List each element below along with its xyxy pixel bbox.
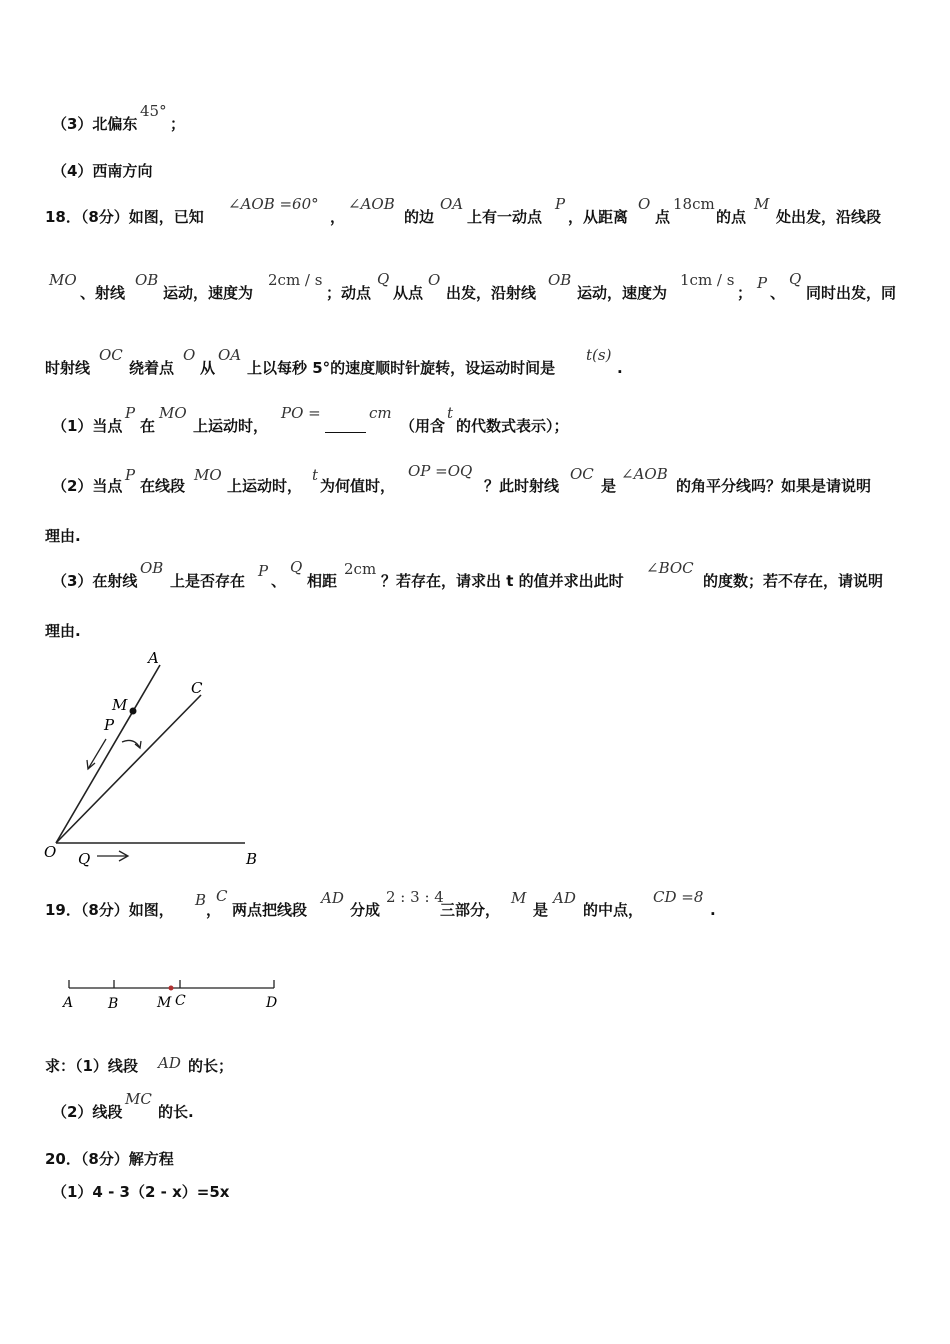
q18-speed-1cm: 1cm / s: [680, 271, 735, 289]
q19-text: 两点把线段: [232, 901, 308, 919]
q18-text: 是: [601, 477, 617, 495]
ray-oc: [56, 695, 201, 843]
q18-angle-aob-60: ∠AOB =60°: [228, 195, 319, 213]
point-m-dot: [169, 986, 174, 991]
label-b: B: [246, 850, 258, 868]
q19-point-m: M: [511, 889, 527, 907]
q20-title: 20．（8分）解方程: [45, 1150, 174, 1168]
q18-point-p: P: [125, 404, 136, 422]
q18-point-p: P: [757, 274, 768, 292]
q18-point-m: M: [754, 195, 770, 213]
q18-text: 上运动时，: [227, 477, 303, 495]
q18-text: 上运动时，: [193, 417, 269, 435]
q18-text: ？此时射线: [484, 477, 560, 495]
q18-point-o: O: [428, 271, 441, 289]
q18-text: 从点: [393, 284, 424, 302]
q19-text: 19．（8分）如图，: [45, 901, 174, 919]
q19-text: 的中点，: [583, 901, 644, 919]
arrow-p-down: [88, 739, 106, 769]
q18-speed-2cm: 2cm / s: [268, 271, 323, 289]
q18-text: 理由.: [45, 622, 81, 640]
q19-ratio: 2 : 3 : 4: [386, 888, 444, 906]
point-m-dot: [130, 708, 137, 715]
q17-part3-end: ；: [170, 115, 186, 133]
q18-ray-ob: OB: [140, 559, 164, 577]
q20-equation-1: （1）4 - 3（2 - x）=5x: [52, 1183, 230, 1201]
q18-text: （3）在射线: [52, 572, 138, 590]
q18-text: 为何值时，: [320, 477, 396, 495]
label-d: D: [266, 995, 278, 1011]
q18-ray-oc: OC: [570, 465, 594, 483]
q18-segment-mo: MO: [159, 404, 187, 422]
q18-point-o: O: [183, 346, 196, 364]
q18-text: 上是否存在: [170, 572, 246, 590]
q18-text: （2）当点: [52, 477, 123, 495]
q18-segment-mo: MO: [49, 271, 77, 289]
q18-text: ；: [737, 284, 753, 302]
q18-figure: [38, 645, 278, 875]
q18-distance-18cm: 18cm: [673, 195, 715, 213]
q18-text: ，: [330, 208, 346, 226]
q19-segment-ad: AD: [553, 889, 576, 907]
label-a: A: [63, 995, 74, 1011]
q18-time-ts: t(s): [586, 346, 612, 364]
q18-text: 上有一动点: [467, 208, 543, 226]
q19-segment-ad: AD: [321, 889, 344, 907]
q18-angle-aob: ∠AOB: [348, 195, 395, 213]
q18-ray-ob: OB: [548, 271, 572, 289]
ray-oa: [56, 665, 160, 843]
q18-text: 、: [770, 284, 786, 302]
q18-angle-boc: ∠BOC: [646, 559, 694, 577]
q18-point-o: O: [638, 195, 651, 213]
q18-point-p: P: [258, 562, 269, 580]
q18-text: 的边: [404, 208, 435, 226]
q18-segment-mo: MO: [194, 466, 222, 484]
q18-op-equals-oq: OP =OQ: [408, 462, 473, 480]
q18-point-p: P: [125, 466, 136, 484]
q18-text: 的角平分线吗？如果是请说明: [676, 477, 872, 495]
q18-angle-aob: ∠AOB: [621, 465, 668, 483]
q18-text: 时射线: [45, 359, 91, 377]
q18-text: .: [617, 359, 623, 377]
label-o: O: [44, 843, 57, 861]
q18-point-p: P: [555, 195, 566, 213]
q17-part4-label: （4）西南方向: [52, 162, 153, 180]
q19-segment-ad: AD: [158, 1054, 181, 1072]
q18-text: 的度数；若不存在，请说明: [703, 572, 884, 590]
q19-point-b: B: [195, 891, 207, 909]
q18-text: ，从距离: [568, 208, 629, 226]
q18-text: 处出发，沿线段: [776, 208, 882, 226]
q18-text: 绕着点: [129, 359, 175, 377]
q18-text: 在线段: [140, 477, 186, 495]
q18-text: 的点: [716, 208, 747, 226]
q19-text: 求：（1）线段: [45, 1057, 138, 1075]
q18-ray-oa: OA: [218, 346, 242, 364]
q18-text: 出发，沿射线: [446, 284, 537, 302]
q19-text: 的长.: [158, 1103, 194, 1121]
q18-po-expression: PO =: [281, 404, 321, 422]
q18-text: ？若存在，请求出 t 的值并求出此时: [381, 572, 624, 590]
q18-text: 点: [655, 208, 671, 226]
q19-text: 的长；: [188, 1057, 234, 1075]
q18-text: 同时出发，同: [806, 284, 897, 302]
q18-ray-oc: OC: [99, 346, 123, 364]
q18-text: 相距: [307, 572, 338, 590]
q18-text: 在: [140, 417, 156, 435]
q19-cd-equals-8: CD =8: [653, 888, 704, 906]
q18-point-q: Q: [377, 270, 390, 288]
label-p: P: [104, 716, 115, 734]
q18-text: 、射线: [80, 284, 126, 302]
q18-text: 上以每秒 5°的速度顺时针旋转，设运动时间是: [247, 359, 556, 377]
q18-text: （1）当点: [52, 417, 123, 435]
label-q: Q: [78, 850, 91, 868]
q18-variable-t: t: [312, 466, 319, 484]
q18-text: （用含: [400, 417, 446, 435]
q19-text: .: [710, 901, 716, 919]
q18-ray-ob: OB: [135, 271, 159, 289]
q18-point-q: Q: [290, 558, 303, 576]
label-m: M: [157, 995, 172, 1011]
q18-text: 从: [200, 359, 216, 377]
q18-distance-2cm: 2cm: [344, 560, 377, 578]
q18-text: 、: [271, 572, 287, 590]
q19-text: （2）线段: [52, 1103, 123, 1121]
q18-text: 的代数式表示）；: [456, 417, 569, 435]
q17-part3-degree: 45°: [140, 102, 167, 120]
answer-blank[interactable]: [325, 432, 366, 433]
q19-segment-mc: MC: [125, 1090, 152, 1108]
q18-text: 运动，速度为: [163, 284, 254, 302]
q18-text: 18．（8分）如图，已知: [45, 208, 204, 226]
q18-point-q: Q: [789, 270, 802, 288]
rotation-arrow: [122, 740, 140, 748]
q18-text: 运动，速度为: [577, 284, 668, 302]
q18-text: 理由.: [45, 527, 81, 545]
q18-unit-cm: cm: [369, 404, 392, 422]
label-c: C: [175, 993, 186, 1009]
label-a: A: [148, 649, 159, 667]
q19-text: ，: [206, 901, 222, 919]
q19-point-c: C: [216, 887, 228, 905]
q19-text: 是: [533, 901, 549, 919]
label-b: B: [108, 996, 119, 1012]
q18-text: ；动点: [326, 284, 372, 302]
q19-figure: [55, 972, 295, 1017]
label-c: C: [191, 679, 203, 697]
q19-text: 分成: [350, 901, 381, 919]
label-m: M: [112, 696, 128, 714]
q17-part3-label: （3）北偏东: [52, 115, 138, 133]
q18-variable-t: t: [447, 404, 454, 422]
q19-text: 三部分，: [440, 901, 501, 919]
q18-ray-oa: OA: [440, 195, 464, 213]
